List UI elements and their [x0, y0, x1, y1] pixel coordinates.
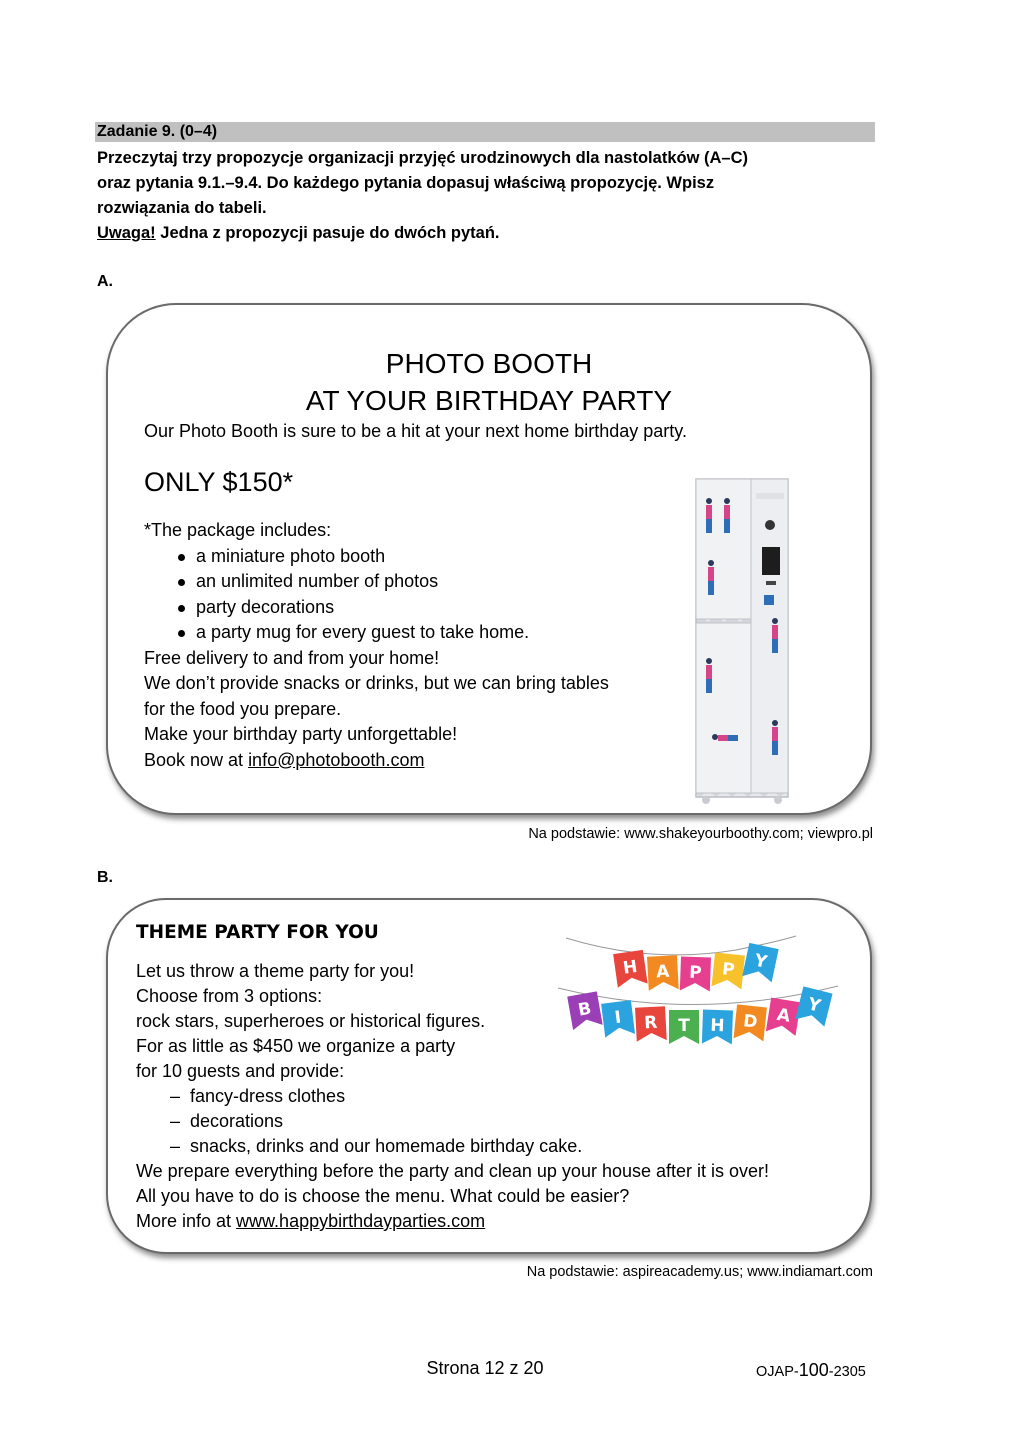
offer-price: ONLY $150*	[144, 467, 294, 497]
offer-intro: Our Photo Booth is sure to be a hit at your next home birthday party.	[144, 421, 687, 441]
task-header: Zadanie 9. (0–4)	[95, 122, 875, 142]
provided-list	[136, 1084, 836, 1159]
offer-title-line: AT YOUR BIRTHDAY PARTY	[305, 385, 673, 416]
banner-letter: Y	[752, 950, 769, 973]
list-item: an unlimited number of photos	[144, 569, 704, 595]
banner-letter: P	[688, 962, 703, 984]
banner-flag	[635, 1006, 667, 1042]
banner-letter: P	[721, 959, 736, 981]
banner-letter: H	[709, 1015, 725, 1037]
list-item: a party mug for every guest to take home.	[144, 620, 704, 646]
offer-line: Choose from 3 options:	[136, 986, 323, 1006]
banner-letter: Y	[805, 994, 823, 1017]
instruction-line: rozwiązania do tabeli.	[97, 199, 267, 217]
booking-email-link[interactable]: info@photobooth.com	[248, 749, 425, 770]
banner-flag	[601, 1000, 635, 1037]
banner-letter: B	[576, 998, 593, 1021]
banner-flag	[702, 1009, 733, 1044]
instruction-line: Przeczytaj trzy propozycje organizacji przyjęć urodzinowych dla nastolatków (A–C)	[97, 149, 748, 167]
list-item: – snacks, drinks and our homemade birthday cake.	[136, 1134, 836, 1159]
offer-line: Let us throw a theme party for you!	[136, 961, 415, 981]
exam-code-prefix: OJAP-	[756, 1364, 799, 1380]
offer-line: for 10 guests and provide:	[136, 1061, 345, 1081]
book-line	[144, 748, 704, 774]
banner-flag	[734, 1004, 767, 1041]
photo-booth-offer	[106, 303, 872, 815]
list-item: party decorations	[144, 595, 704, 621]
banner-row-birthday	[567, 986, 832, 1044]
photo-booth-image	[692, 475, 792, 805]
package-list	[144, 544, 704, 646]
offer-title: THEME PARTY FOR YOU	[136, 922, 379, 943]
page-number: Strona 12 z 20	[426, 1358, 544, 1378]
banner-letter: A	[655, 961, 670, 983]
list-item: a miniature photo booth	[144, 544, 704, 570]
banner-flag	[795, 986, 832, 1026]
banner-letter: T	[678, 1016, 690, 1036]
package-label: *The package includes:	[144, 520, 332, 540]
banner-letter: I	[613, 1007, 623, 1029]
banner-row-happy	[613, 943, 779, 992]
banner-flag	[680, 956, 711, 991]
section-a-source: Na podstawie: www.shakeyourboothy.com; viewpro.pl	[528, 826, 873, 842]
banner-flag	[647, 955, 679, 991]
note-label: Uwaga!	[97, 224, 156, 242]
info-prefix: More info at	[136, 1211, 237, 1231]
banner-letter: A	[775, 1004, 792, 1027]
offer-title	[108, 345, 870, 419]
banner-letter: R	[643, 1012, 658, 1034]
instruction-line: oraz pytania 9.1.–9.4. Do każdego pytania dopasuj właściwą propozycję. Wpisz	[97, 174, 715, 192]
theme-party-offer	[106, 898, 872, 1254]
offer-line: For as little as $450 we organize a party	[136, 1036, 456, 1056]
task-instructions	[97, 146, 877, 246]
instruction-note	[97, 221, 877, 246]
offer-line: rock stars, superheroes or historical figures.	[136, 1011, 486, 1031]
prepare-line: We prepare everything before the party and clean up your house after it is over!	[136, 1161, 770, 1181]
section-a-letter: A.	[97, 273, 113, 290]
offer-title-line: PHOTO BOOTH	[385, 348, 593, 379]
exam-code	[756, 1360, 866, 1381]
section-b-letter: B.	[97, 869, 113, 886]
book-prefix: Book now at	[144, 749, 249, 770]
happy-birthday-banner-image	[556, 930, 846, 1060]
snacks-line: We don’t provide snacks or drinks, but we can bring tables	[144, 673, 609, 693]
banner-letter: D	[742, 1011, 759, 1033]
info-line	[136, 1209, 836, 1234]
banner-letter: H	[621, 956, 639, 979]
banner-flag	[669, 1010, 699, 1044]
list-item: – fancy-dress clothes	[136, 1084, 836, 1109]
delivery-line: Free delivery to and from your home!	[144, 647, 440, 668]
list-item: – decorations	[136, 1109, 836, 1134]
offer-details	[144, 518, 704, 773]
exam-code-suffix: -2305	[828, 1364, 866, 1380]
banner-flag	[766, 998, 801, 1036]
exam-code-number: 100	[798, 1360, 829, 1380]
banner-flag	[567, 991, 602, 1030]
menu-line: All you have to do is choose the menu. What could be easier?	[136, 1186, 630, 1206]
snacks-line: for the food you prepare.	[144, 698, 342, 719]
party-website-link[interactable]: www.happybirthdayparties.com	[236, 1211, 486, 1231]
section-b-source: Na podstawie: aspireacademy.us; www.indiamart.com	[526, 1264, 873, 1280]
unforgettable-line: Make your birthday party unforgettable!	[144, 724, 458, 744]
banner-flag	[613, 950, 647, 988]
banner-flag	[742, 943, 778, 982]
banner-flag	[712, 952, 745, 989]
note-text: Jedna z propozycji pasuje do dwóch pytań.	[155, 224, 500, 242]
